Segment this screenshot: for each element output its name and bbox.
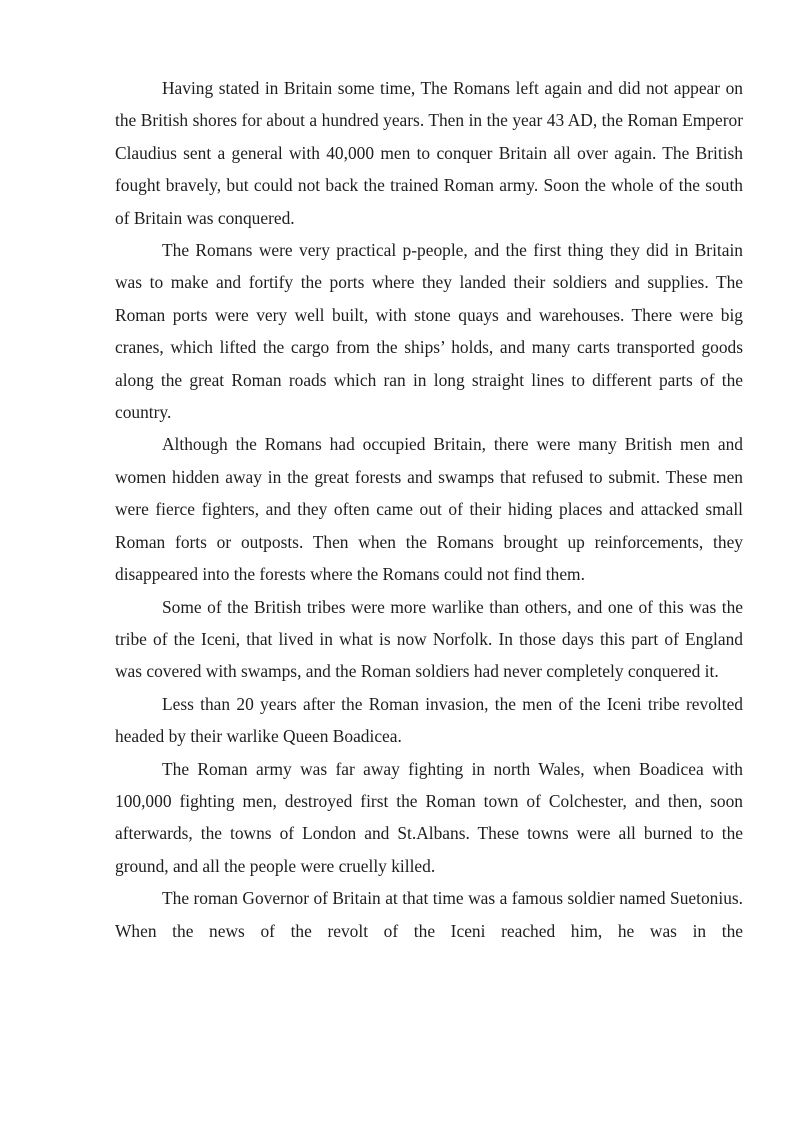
paragraph-romans-return: Having stated in Britain some time, The Romans left again and did not appear on the British shores for about a hundred years. Then in the year 43 AD, the Roman Emperor Claudius sent a general with 40,000 men to conquer Britain all over again. The British fought bravely, but could not back the trained Roman army. Soon the whole of the south of Britain was conquered. — [115, 78, 743, 228]
paragraph-british-resistance: Although the Romans had occupied Britain, there were many British men and women hidden away in the great forests and swamps that refused to submit. These men were fierce fighters, and they often came out of their hiding places and attacked small Roman forts or outposts. Then when the Romans brought up reinforcements, they disappeared into the forests where the Romans could not find them. — [115, 434, 743, 585]
document-body — [115, 72, 743, 947]
paragraph-iceni-revolt: Less than 20 years after the Roman invasion, the men of the Iceni tribe revolted headed by their warlike Queen Boadicea. — [115, 693, 743, 747]
paragraph-roman-ports: The Romans were very practical p-people, and the first thing they did in Britain was to make and fortify the ports where they landed their soldiers and supplies. The Roman ports were very well built, with stone quays and warehouses. There were big cranes, which lifted the cargo from the ships’ holds, and many carts transported goods along the great Roman roads which ran in long straight lines to different parts of the country. — [115, 240, 743, 423]
paragraph-suetonius: The roman Governor of Britain at that time was a famous soldier named Suetonius. When the news of the revolt of the Iceni reached him, he was in the — [115, 888, 743, 941]
paragraph-boadicea-destruction: The Roman army was far away fighting in north Wales, when Boadicea with 100,000 fighting men, destroyed first the Roman town of Colchester, and then, soon afterwards, the towns of London and St.Albans. These towns were all burned to the ground, and all the people were cruelly killed. — [115, 758, 743, 876]
paragraph-iceni-tribe: Some of the British tribes were more warlike than others, and one of this was the tribe of the Iceni, that lived in what is now Norfolk. In those days this part of England was covered with swamps, and the Roman soldiers had never completely conquered it. — [115, 596, 743, 682]
